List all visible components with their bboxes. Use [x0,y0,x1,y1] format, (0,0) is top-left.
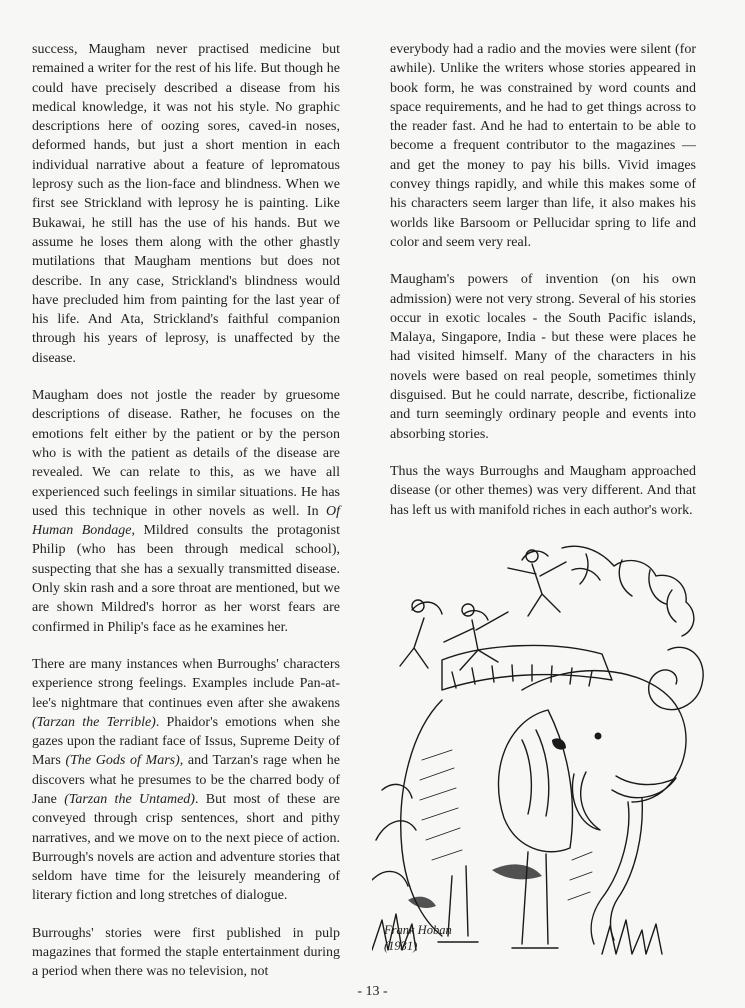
paragraph: success, Maugham never practised medicine but remained a writer for the rest of his life. But though he could have precisely described a disease from his medical knowledge, it was not his style. No graphic descriptions here of oozing sores, caved-in noses, deformed hands, but just a short mention in each individual narrative about a feature of lepromatous leprosy such as the lion-face and blindness. When we first see Strickland with leprosy he is painting. Like Bukawai, he still has the use of his hands. But we assume he loses them along with the other ghastly mutilations that Maugham mentions but does not describe. In any case, Strickland's blindness would have precluded him from painting for the last year of his life. And Ata, Strickland's faithful companion through his years of leprosy, is unaffected by the disease. [32,42,340,366]
paragraph: Thus the ways Burroughs and Maugham approached disease (or other themes) was very different. And that has left us with manifold riches in each author's work. [390,463,696,518]
paragraph: Maugham does not jostle the reader by gruesome descriptions of disease. Rather, he focuses on the emotions felt either by the patient or by the person who is with the patient as details of the disease are revealed. We can relate to this, as we have all experienced such feelings in similar situations. He has used this technique in other novels as well. In Of Human Bondage, Mildred consults the protagonist Philip (who has been through medical school), suspecting that she has a sexually transmitted disease. Only skin rash and a sore throat are mentioned, but we are shown Mildred's horror as her worst fears are confirmed in Philip's face as he examines her. [32,388,340,635]
right-column [390,40,696,538]
paragraph: There are many instances when Burroughs' characters experience strong feelings. Examples include Pan-at-lee's nightmare that continues even after she awakens (Tarzan the Terrible). Phaidor's emotions when she gazes upon the radiant face of Issus, Supreme Deity of Mars (The Gods of Mars), and Tarzan's rage when he discovers what he presumes to be the charred body of Jane (Tarzan the Untamed). But most of these are conveyed through crisp sentences, short and pithy narratives, and we move on to the next piece of action. Burrough's novels are action and adventure stories that seldom have time for the leisurely meandering of literary fiction and long stretches of dialogue. [32,656,340,904]
paragraph: Burroughs' stories were first published in pulp magazines that formed the staple entertainment during a period when there was no television, not [32,925,340,980]
book-title: (The Gods of Mars) [65,753,180,769]
book-title: Of Human Bondage [32,503,340,539]
book-title: (Tarzan the Terrible) [32,714,156,730]
book-title: (Tarzan the Untamed) [64,791,195,807]
illustration-caption [384,922,452,954]
elephant-illustration [372,540,714,960]
left-column [32,40,340,1000]
paragraph: everybody had a radio and the movies were silent (for awhile). Unlike the writers whose stories appeared in book form, he was constrained by word counts and space requirements, and he had to get things across to the reader fast. And he had to entertain to be able to become a frequent contributor to the magazines — and get the money to pay his bills. Vivid images convey things rapidly, and while this makes some of his characters seem larger than life, it also makes his worlds like Barsoom or Pellucidar spring to life and color and seem very real. [390,42,696,250]
paragraph: Maugham's powers of invention (on his own admission) were not very strong. Several of his stories occur in exotic locales - the South Pacific islands, Malaya, Singapore, India - but these were places he had visited himself. Many of the characters in his novels were based on real people, sometimes thinly disguised. But he could narrate, describe, fictionalize and turn seemingly ordinary people and events into absorbing stories. [390,272,696,442]
caption-artist: Frank Hoban [384,923,452,937]
caption-year: (1931) [384,939,418,953]
page-number: - 13 - [357,984,388,999]
